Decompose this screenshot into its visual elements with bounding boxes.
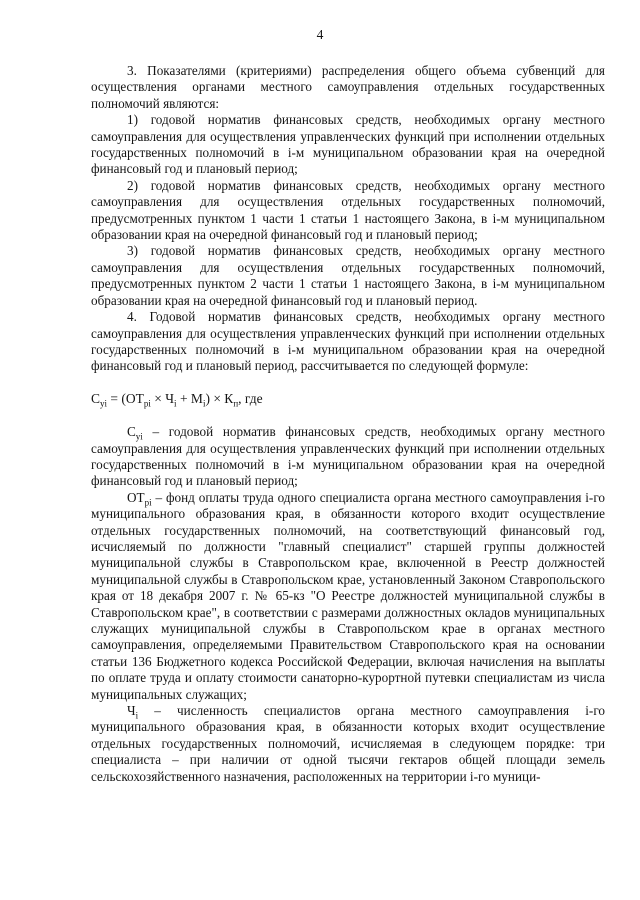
- definition-ot-subscript: pi: [144, 497, 152, 508]
- definition-ot-text: – фонд оплаты труда одного специалиста органа местного самоуправления i-го муниципального образования края, в обязанности которого входит осуществление отдельных государственных полномочий, на соответствующий финансовый год, исчисляемый по должности "главный специалист" старшей группы должностей муниципальной службы в Ставропольском крае, включенной в Реестр должностей муниципальной службы в Ставропольском крае, установленный Законом Ставропольского края от 18 декабря 2007 г. № 65-кз "О Реестре должностей муниципальной службы в Ставропольском крае", в соответствии с размерами должностных окладов муниципальных служащих муниципальной службы в Ставропольском крае в органах местного самоуправления, определяемыми Правительством Ставропольского края на основании статьи 136 Бюджетного кодекса Российской Федерации, включая начисления на выплаты по оплате труда и оплату стоимости санаторно-курортной путевки специалистам из числа муниципальных служащих;: [91, 489, 605, 702]
- definition-ch-subscript: i: [135, 710, 139, 721]
- paragraph-item-3: 3) годовой норматив финансовых средств, необходимых органу местного самоуправления для осуществления отдельных государственных полномочий, предусмотренных пунктом 2 части 1 статьи 1 настоящего Закона, в i-м муниципальном образовании края на очередной финансовый год и плановый период.: [91, 243, 605, 308]
- definition-c-subscript: yi: [135, 431, 143, 442]
- paragraph-criteria-intro: 3. Показателями (критериями) распределения общего объема субвенций для осуществления органами местного самоуправления отдельных государственных полномочий являются:: [91, 63, 605, 111]
- formula-ot-subscript: pi: [143, 398, 151, 409]
- formula-plus-m: + М: [176, 390, 203, 406]
- formula-tail: , где: [238, 390, 263, 406]
- formula-c-subscript: yi: [100, 398, 108, 409]
- formula-times-k: ) × К: [205, 390, 234, 406]
- formula: [91, 391, 605, 407]
- formula-equals-ot: = (ОТ: [107, 390, 144, 406]
- paragraph-item-1: 1) годовой норматив финансовых средств, необходимых органу местного самоуправления для осуществления управленческих функций при исполнении отдельных государственных полномочий в i-м муниципальном образовании края на очередной финансовый год и плановый период;: [91, 112, 605, 177]
- definition-c-text: – годовой норматив финансовых средств, необходимых органу местного самоуправления для осуществления управленческих функций при исполнении отдельных государственных полномочий в i-м муниципальном образовании края на очередной финансовый год и плановый период;: [91, 424, 605, 489]
- definition-ch-symbol: Ч: [127, 703, 136, 719]
- paragraph-section-4: 4. Годовой норматив финансовых средств, необходимых органу местного самоуправления для осуществления управленческих функций при исполнении отдельных государственных полномочий в i-м муниципальном образовании края на очередной финансовый год и плановый период, рассчитывается по следующей формуле:: [91, 309, 605, 374]
- formula-ch-subscript: i: [174, 398, 177, 409]
- formula-c-symbol: С: [91, 390, 101, 406]
- definition-ch-text: – численность специалистов органа местного самоуправления i-го муниципального образования края, в обязанности которых входит осуществление отдельных государственных полномочий, исчисляемая в следующем порядке: три специалиста – при наличии от одной тысячи гектаров общей площади земель сельскохозяйственного назначения, расположенных на территории i-го муници-: [91, 703, 605, 784]
- definition-ch: [91, 703, 605, 785]
- definition-c-symbol: С: [127, 424, 136, 440]
- definition-ot-symbol: ОТ: [127, 489, 145, 505]
- formula-k-subscript: п: [233, 398, 239, 409]
- definition-ot: [91, 490, 605, 703]
- document-body: [91, 63, 605, 785]
- definition-c: [91, 424, 605, 490]
- formula-times-ch: × Ч: [150, 390, 175, 406]
- formula-m-subscript: i: [202, 398, 206, 409]
- paragraph-item-2: 2) годовой норматив финансовых средств, необходимых органу местного самоуправления для осуществления отдельных государственных полномочий, предусмотренных пунктом 1 части 1 статьи 1 настоящего Закона, в i-м муниципальном образовании края на очередной финансовый год и плановый период;: [91, 177, 605, 243]
- page-number: 4: [316, 27, 324, 42]
